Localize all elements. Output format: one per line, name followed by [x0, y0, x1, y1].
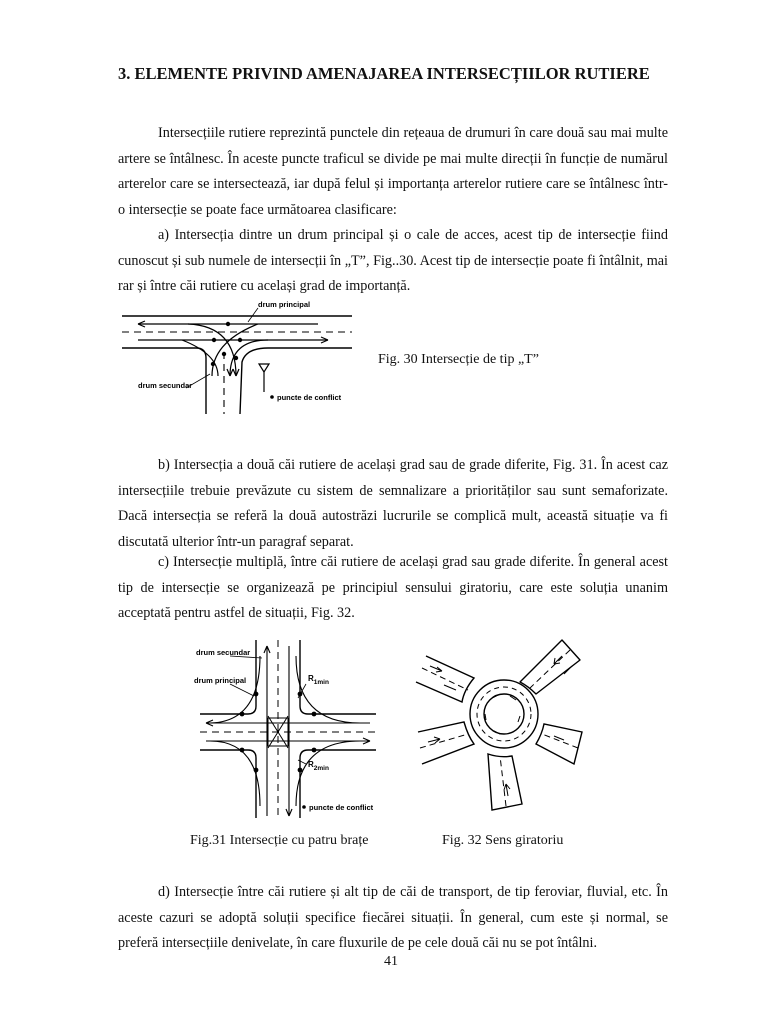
figure-32-roundabout — [412, 636, 584, 822]
paragraph-a-text: a) Intersecția dintre un drum principal și o cale de acces, acest tip de intersecție fiind cunoscut și sub numele de intersecții în „T”, Fig..30. Acest tip de intersecție poate fi întâlnit, mai rar și între căi rutiere cu același grad de importanță. — [118, 227, 668, 294]
fig31-r1-subscript: 1min — [313, 679, 329, 686]
fig31-r2-subscript: 2min — [313, 765, 329, 772]
fig30-label-secondary-road: drum secundar — [138, 381, 193, 390]
paragraph-b-text: b) Intersecția a două căi rutiere de același grad sau de grade diferite, Fig. 31. În acest caz intersecțiile trebuie prevăzute cu sistem de semnalizare a priorităților sau sunt semaforizate. Dacă intersecția se referă la două autostrăzi lucrurile se complică mult, această situație va fi discutată ulterior într-un paragraf separat. — [118, 457, 668, 550]
paragraph-intro-text: Intersecțiile rutiere reprezintă punctele din rețeaua de drumuri în care două sau mai multe artere se întâlnesc. În aceste puncte traficul se divide pe mai multe direcții în funcție de numărul arterelor care se intersectează, iar după felul și importanța arterelor rutiere care se întâlnesc într-o intersecție se poate face următoarea clasificare: — [118, 125, 668, 218]
fig31-r2-letter: R — [308, 760, 314, 769]
fig31-label-secondary-road: drum secundar — [196, 648, 251, 657]
fig31-label-conflict-points: puncte de conflict — [309, 803, 374, 812]
paragraph-a — [118, 223, 668, 300]
paragraph-d — [118, 880, 668, 957]
paragraph-d-text: d) Intersecție între căi rutiere și alt tip de căi de transport, de tip feroviar, fluvial, etc. În aceste cazuri se adoptă soluții specifice fiecărei situații. În general, cum este și normal, se preferă intersecțiile denivelate, în care fluxurile de pe cele două căi nu se pot întâlni. — [118, 884, 668, 951]
page-number: 41 — [384, 954, 398, 969]
fig30-label-conflict-points: puncte de conflict — [277, 393, 342, 402]
fig32-caption: Fig. 32 Sens giratoriu — [442, 833, 564, 848]
section-title: 3. ELEMENTE PRIVIND AMENAJAREA INTERSECȚIILOR RUTIERE — [118, 64, 650, 83]
fig30-caption: Fig. 30 Intersecție de tip „T” — [378, 352, 539, 367]
figure-30-t-intersection — [118, 296, 356, 418]
fig31-label-main-road: drum principal — [194, 676, 247, 685]
fig30-label-main-road: drum principal — [258, 300, 311, 309]
paragraph-c-text: c) Intersecție multiplă, între căi rutiere de același grad sau grade diferite. În general acest tip de intersecție se organizează pe principiul sensului giratoriu, care este soluția unanim acceptată pentru astfel de situații, Fig. 32. — [118, 554, 668, 621]
fig31-label-r1 — [308, 674, 329, 686]
paragraph-c — [118, 550, 668, 627]
fig31-r1-letter: R — [308, 674, 314, 683]
fig31-caption: Fig.31 Intersecție cu patru brațe — [190, 833, 369, 848]
paragraph-b — [118, 453, 668, 555]
paragraph-intro — [118, 121, 668, 223]
fig31-label-r2 — [308, 760, 329, 772]
figure-31-four-arm-intersection — [190, 636, 386, 822]
